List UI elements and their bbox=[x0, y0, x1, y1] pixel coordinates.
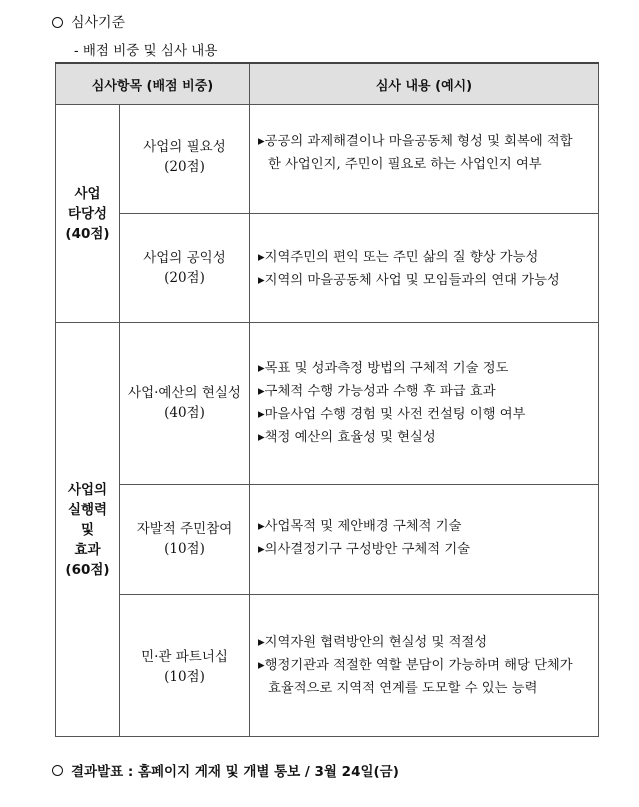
table-row bbox=[56, 595, 599, 737]
category-line: 실행력 bbox=[67, 501, 108, 518]
item-name: 자발적 주민참여 bbox=[136, 521, 233, 537]
content-line: 효율적으로 지역적 연계를 도모할 수 있는 능력 bbox=[268, 681, 538, 696]
content-cell bbox=[250, 105, 599, 214]
section-title: 심사기준 bbox=[71, 15, 126, 31]
content-cell bbox=[250, 323, 599, 485]
content-line: ▸구체적 수행 가능성과 수행 후 파급 효과 bbox=[258, 384, 496, 399]
category-line: 사업의 bbox=[67, 481, 108, 498]
item-name: 사업의 필요성 bbox=[143, 139, 226, 155]
category-line: (60점) bbox=[65, 561, 110, 578]
item-score: (40점) bbox=[164, 405, 205, 421]
item-score: (20점) bbox=[164, 270, 205, 286]
category-cell bbox=[56, 323, 120, 737]
content-line: ▸책정 예산의 효율성 및 현실성 bbox=[258, 430, 436, 445]
item-name: 사업·예산의 현실성 bbox=[128, 385, 241, 401]
content-line: ▸사업목적 및 제안배경 구체적 기술 bbox=[258, 519, 462, 534]
content-cell bbox=[250, 595, 599, 737]
item-name: 사업의 공익성 bbox=[143, 250, 226, 266]
item-cell bbox=[120, 595, 250, 737]
item-cell bbox=[120, 485, 250, 595]
table-row bbox=[56, 105, 599, 214]
content-line: ▸공공의 과제해결이나 마을공동체 형성 및 회복에 적합 bbox=[258, 134, 573, 149]
item-cell bbox=[120, 214, 250, 323]
item-score: (10점) bbox=[164, 669, 205, 685]
table-row bbox=[56, 485, 599, 595]
category-line: 및 bbox=[80, 521, 95, 538]
table-row bbox=[56, 214, 599, 323]
circle-bullet-icon bbox=[52, 765, 63, 776]
content-line: ▸지역자원 협력방안의 현실성 및 적절성 bbox=[258, 635, 488, 650]
content-cell bbox=[250, 485, 599, 595]
item-score: (10점) bbox=[164, 541, 205, 557]
item-cell bbox=[120, 323, 250, 485]
criteria-table bbox=[55, 62, 599, 737]
content-line: ▸지역의 마을공동체 사업 및 모임들과의 연대 가능성 bbox=[258, 273, 560, 288]
category-cell bbox=[56, 105, 120, 323]
content-line: ▸목표 및 성과측정 방법의 구체적 기술 정도 bbox=[258, 361, 509, 376]
result-announcement bbox=[52, 760, 399, 780]
header-content: 심사 내용 (예시) bbox=[250, 63, 599, 105]
item-score: (20점) bbox=[164, 159, 205, 175]
content-line: ▸의사결정기구 구성방안 구체적 기술 bbox=[258, 542, 471, 557]
circle-bullet-icon bbox=[52, 17, 63, 28]
header-category: 심사항목 (배점 비중) bbox=[56, 63, 250, 105]
content-line: ▸마을사업 수행 경험 및 사전 컨설팅 이행 여부 bbox=[258, 407, 526, 422]
category-line: 사업 bbox=[74, 185, 101, 202]
footer-text: 결과발표 : 홈페이지 게재 및 개별 통보 / 3월 24일(금) bbox=[71, 764, 399, 780]
content-line: 한 사업인지, 주민이 필요로 하는 사업인지 여부 bbox=[268, 157, 542, 172]
table-row bbox=[56, 323, 599, 485]
category-line: (40점) bbox=[65, 225, 110, 242]
section-heading bbox=[52, 12, 125, 32]
content-cell bbox=[250, 214, 599, 323]
table-header-row bbox=[56, 63, 599, 105]
item-cell bbox=[120, 105, 250, 214]
category-line: 타당성 bbox=[67, 205, 108, 222]
content-line: ▸지역주민의 편익 또는 주민 삶의 질 향상 가능성 bbox=[258, 250, 539, 265]
category-line: 효과 bbox=[74, 541, 101, 558]
content-line: ▸행정기관과 적절한 역할 분담이 가능하며 해당 단체가 bbox=[258, 658, 573, 673]
section-subtitle: - 배점 비중 및 심사 내용 bbox=[74, 43, 218, 59]
item-name: 민·관 파트너십 bbox=[141, 649, 228, 665]
